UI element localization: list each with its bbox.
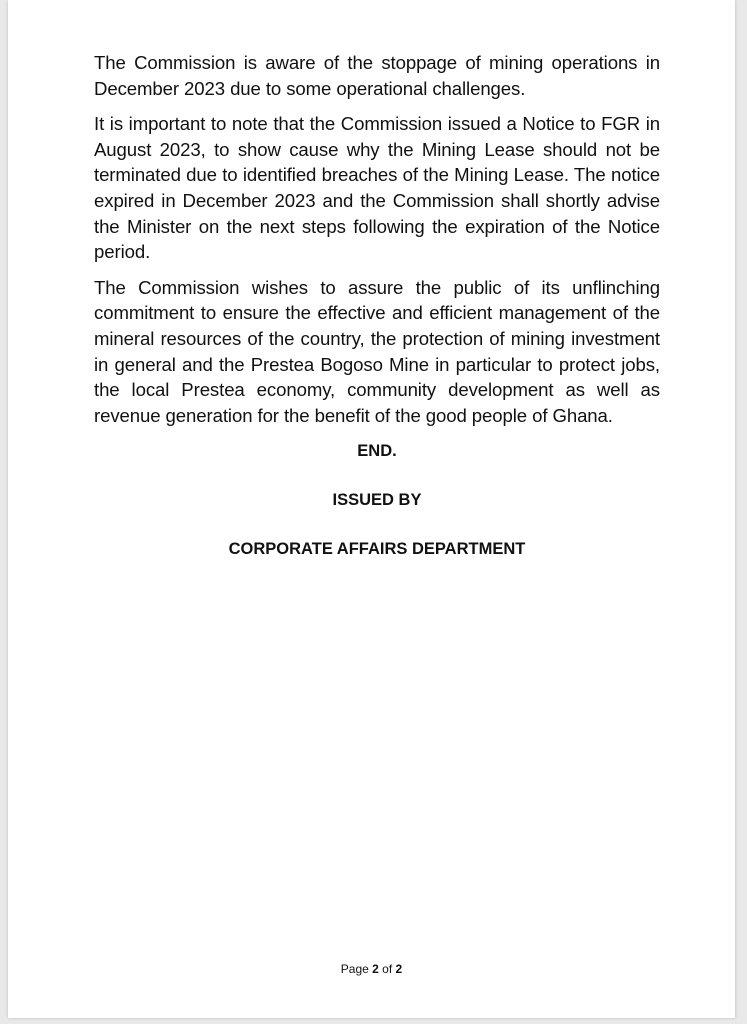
department-name: CORPORATE AFFAIRS DEPARTMENT	[228, 540, 526, 559]
page-number-footer	[8, 962, 735, 976]
issued-by-label: ISSUED BY	[332, 491, 422, 510]
end-label: END.	[357, 442, 397, 461]
paragraph-commitment: The Commission wishes to assure the public of its unflinching commitment to ensure the effective and efficient management of the mineral resources of the country, the protection of mining investment in general and the Prestea Bogoso Mine in particular to protect jobs, the local Prestea economy, community development as well as revenue generation for the benefit of the good people of Ghana.	[94, 276, 660, 426]
current-page-number: 2	[372, 962, 379, 976]
document-body	[94, 50, 660, 559]
page-word: Page	[340, 962, 369, 976]
paragraph-notice: It is important to note that the Commission issued a Notice to FGR in August 2023, to show cause why the Mining Lease should not be terminated due to identified breaches of the Mining Lease. The notice expired in December 2023 and the Commission shall shortly advise the Minister on the next steps following the expiration of the Notice period.	[94, 113, 660, 263]
total-pages-number: 2	[395, 962, 403, 976]
of-word: of	[382, 962, 393, 976]
document-page	[8, 0, 735, 1018]
paragraph-stoppage: The Commission is aware of the stoppage of mining operations in December 2023 due to some operational challenges.	[94, 52, 660, 99]
